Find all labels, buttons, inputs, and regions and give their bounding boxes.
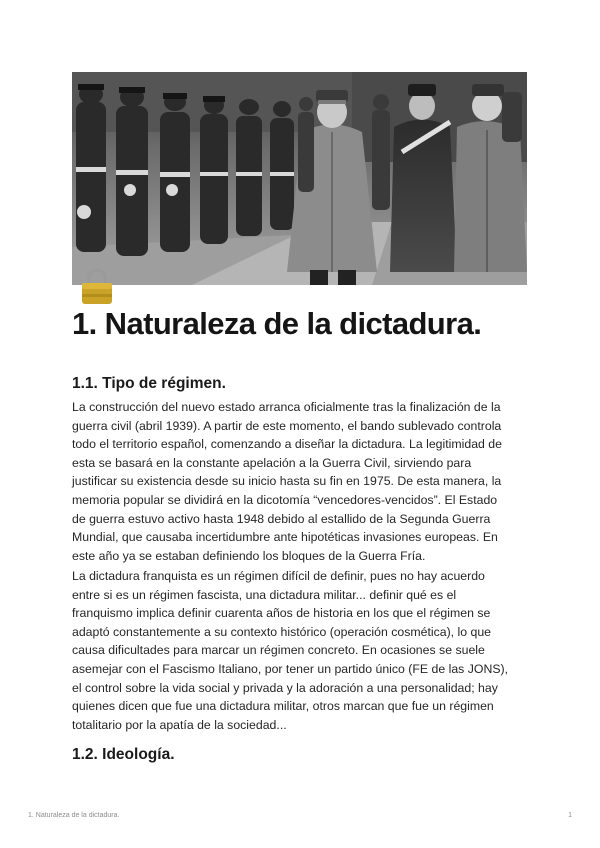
text-line: guerra civil (abril 1939). A partir de este momento, el bando sublevado controla bbox=[72, 418, 502, 433]
text-line: adaptó constantemente a su contexto histórico (operación cosmética), lo que bbox=[72, 624, 492, 639]
padlock-icon bbox=[80, 266, 114, 306]
text-line: el control sobre la vida social y privada y la adoración a una personalidad; hay bbox=[72, 680, 498, 695]
text-line: todo el territorio español, comenzando a diseñar la dictadura. La legitimidad de bbox=[72, 437, 502, 452]
paragraph-1 bbox=[72, 398, 530, 565]
hero-photo bbox=[72, 72, 527, 285]
text-line: esta se basará en la constante apelación a la Guerra Civil, sirviendo para bbox=[72, 455, 472, 470]
paragraph-2 bbox=[72, 567, 530, 734]
page-number: 1 bbox=[568, 812, 572, 819]
text-line: franquismo implica definir cuarenta años de historia en los que el régimen se bbox=[72, 606, 491, 621]
text-line: este año ya se estaban definiendo los bloques de la Guerra Fría. bbox=[72, 548, 426, 563]
historical-photo-military-parade bbox=[72, 72, 527, 285]
text-line: justificar su existencia desde su inicio hasta su fin en 1975. De esta manera, la bbox=[72, 474, 502, 489]
text-line: entre si es un régimen fascista, una dictadura militar... definir qué es el bbox=[72, 587, 457, 602]
text-line: causa dificultades para marcar un régimen concreto. En ocasiones se suele bbox=[72, 643, 485, 658]
page-title: 1. Naturaleza de la dictadura. bbox=[72, 306, 482, 341]
section-heading-tipo-regimen: 1.1. Tipo de régimen. bbox=[72, 375, 226, 392]
footer-section-title: 1. Naturaleza de la dictadura. bbox=[28, 812, 120, 819]
text-line: asemejar con el Fascismo Italiano, por tener un partido único (FE de las JONS), bbox=[72, 661, 509, 676]
text-line: de guerra estuvo activo hasta 1948 debido al estallido de la Segunda Guerra bbox=[72, 511, 491, 526]
text-line: quienes dicen que fue una dictadura militar, otros marcan que fue un régimen bbox=[72, 699, 494, 714]
text-line: Mundial, que causaba incertidumbre ante hipotéticas invasiones europeas. En bbox=[72, 530, 498, 545]
section-heading-ideologia: 1.2. Ideología. bbox=[72, 746, 175, 763]
text-line: memoria popular se dividirá en la dicotomía “vencedores-vencidos”. El Estado bbox=[72, 492, 498, 507]
text-line: totalitario por la apatía de la sociedad... bbox=[72, 717, 287, 732]
text-line: La construcción del nuevo estado arranca oficialmente tras la finalización de la bbox=[72, 400, 501, 414]
text-line: La dictadura franquista es un régimen difícil de definir, pues no hay acuerdo bbox=[72, 569, 485, 583]
